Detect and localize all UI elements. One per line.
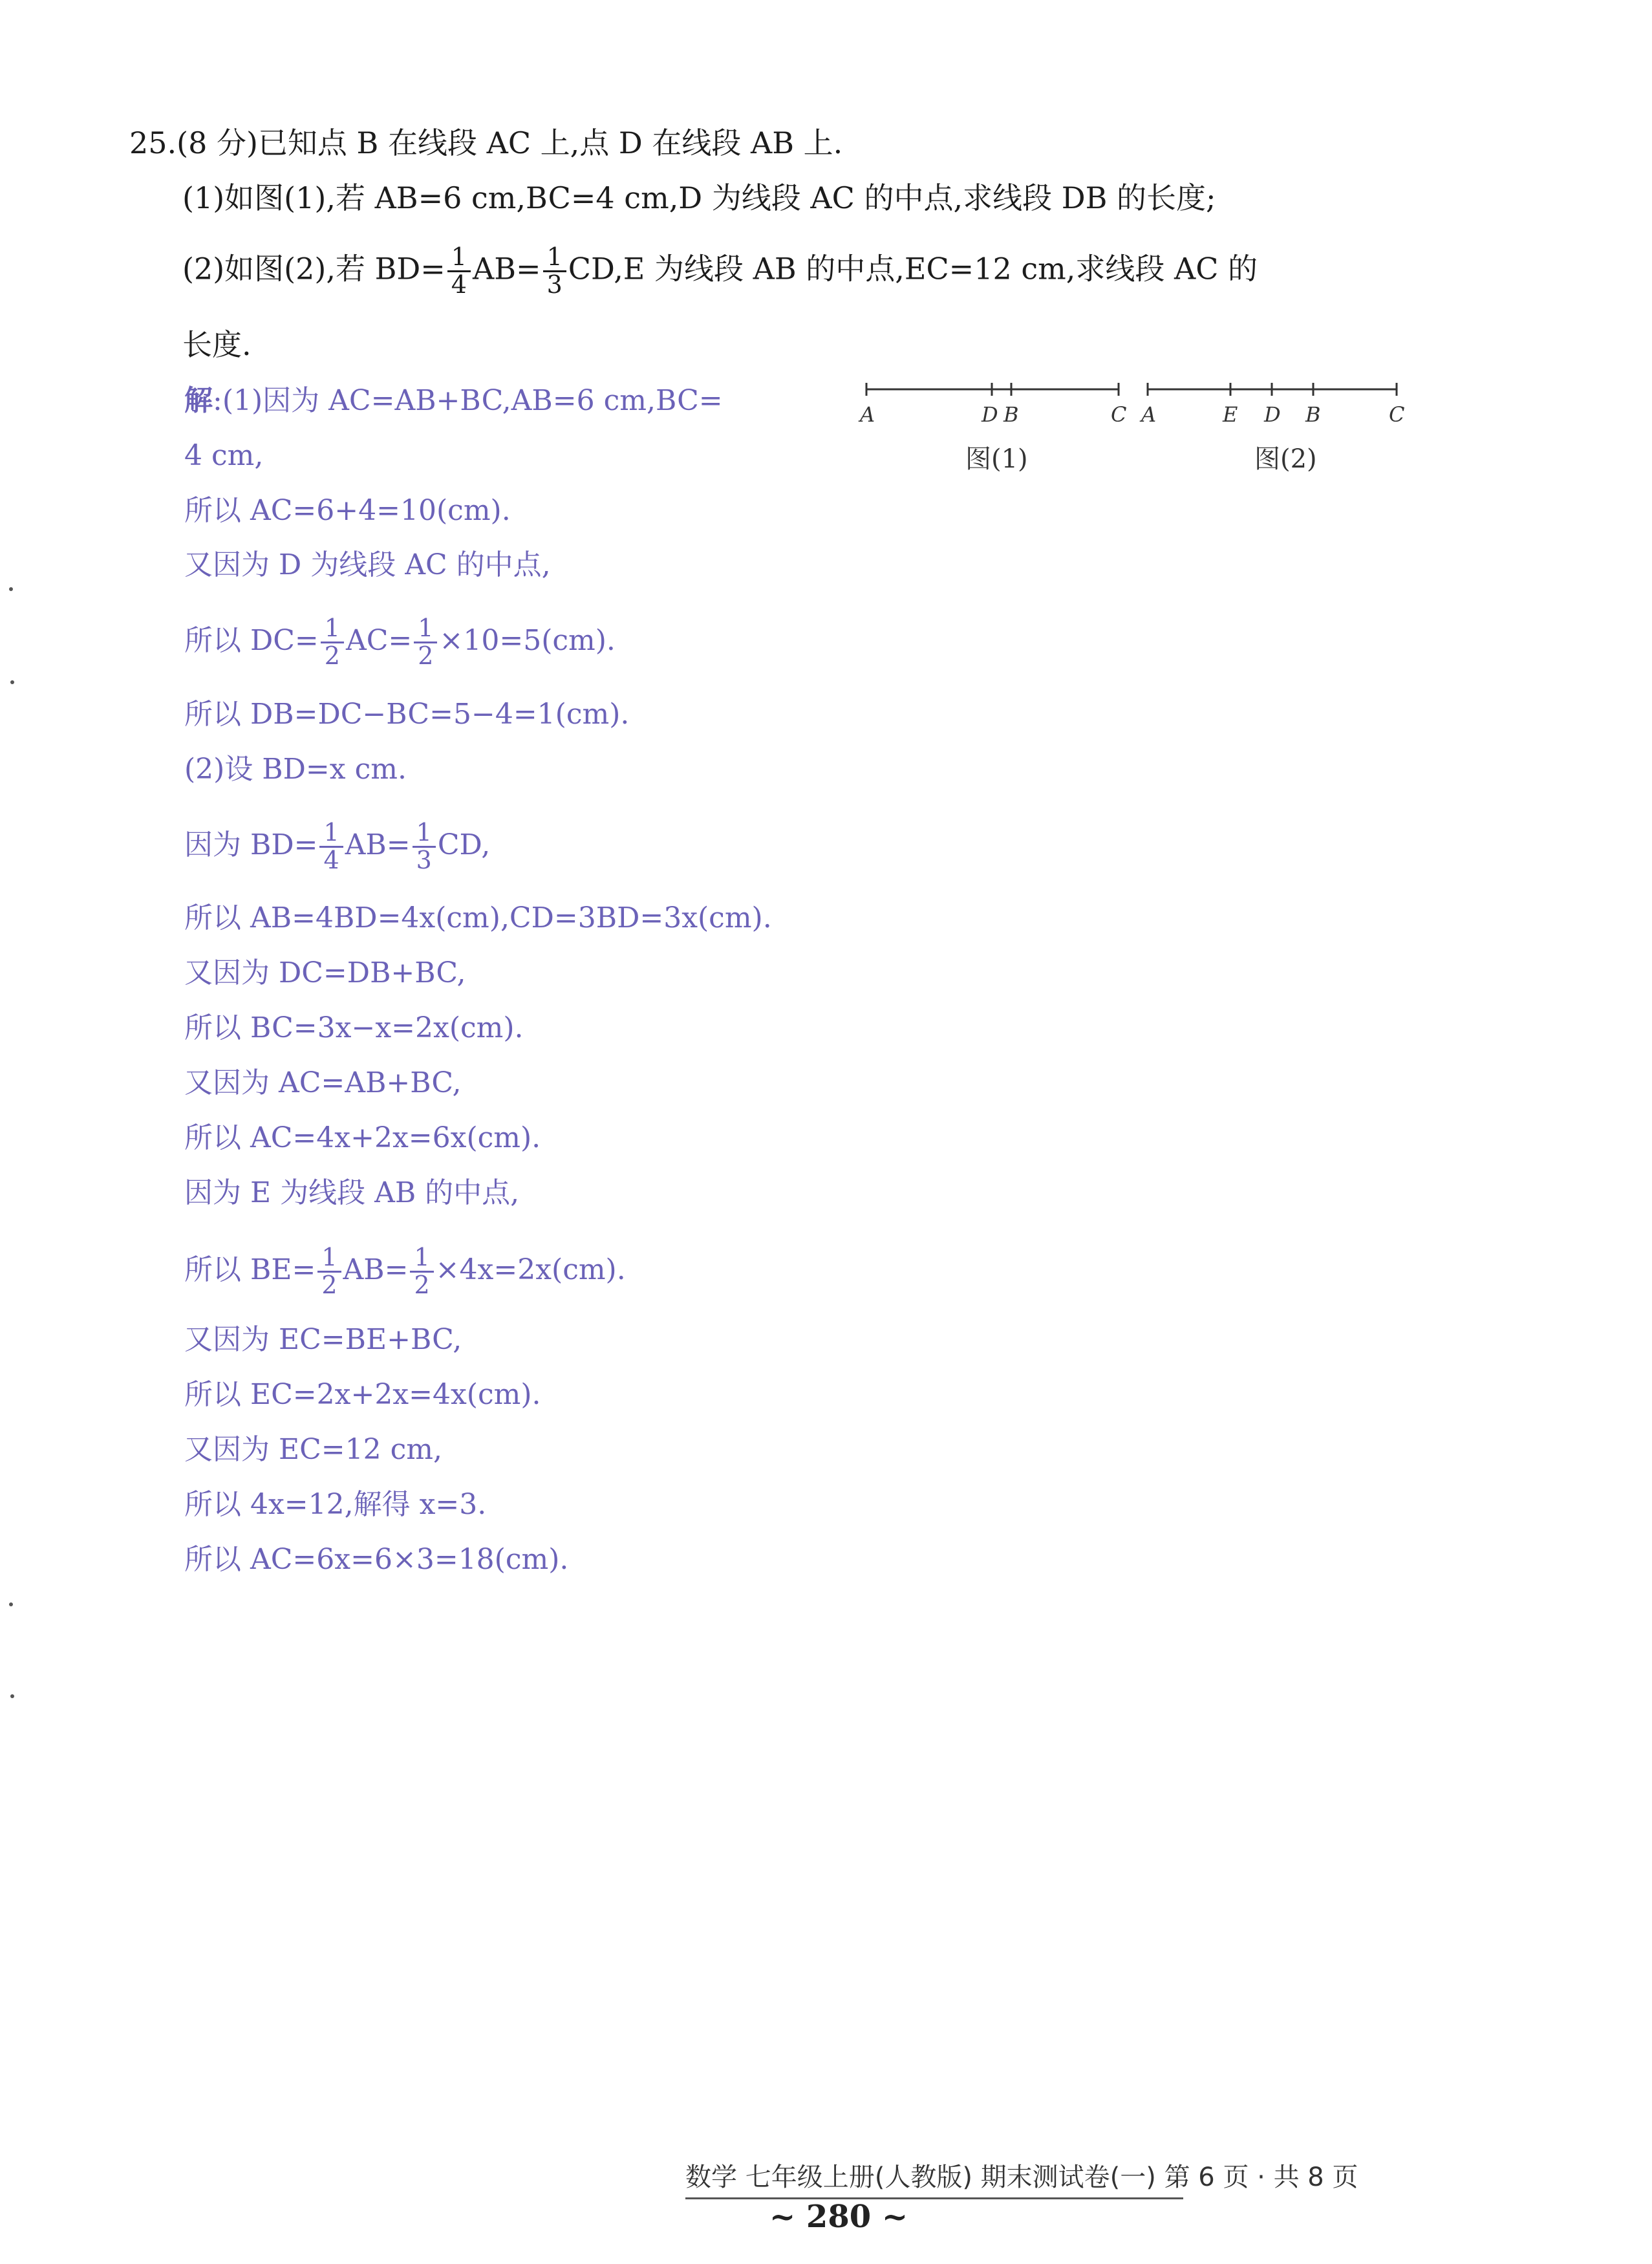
solution-line-4: 又因为 D 为线段 AC 的中点,	[184, 548, 551, 581]
label-c: C	[1389, 402, 1405, 427]
solution-line-5-text-c: ×10=5(cm).	[439, 623, 616, 657]
fraction-denominator: 2	[324, 641, 340, 670]
label-d: D	[982, 402, 998, 427]
fraction-one-half	[321, 616, 344, 669]
fraction-denominator: 4	[323, 845, 339, 874]
solution-line-12: 又因为 AC=AB+BC,	[184, 1066, 462, 1099]
question-part2-text-b: AB=	[472, 251, 541, 286]
fraction-denominator: 4	[451, 270, 467, 299]
figure-2-caption: 图(2)	[1254, 444, 1317, 474]
fraction-numerator: 1	[543, 244, 566, 272]
scan-speck	[10, 680, 14, 684]
solution-line-1-text: :(1)因为 AC=AB+BC,AB=6 cm,BC=	[213, 384, 723, 417]
page-number: ~ 280 ~	[769, 2199, 908, 2235]
fraction-one-half	[317, 1245, 341, 1299]
solution-line-8-text-c: CD,	[437, 828, 491, 861]
solution-line-15-text-c: ×4x=2x(cm).	[435, 1253, 626, 1286]
solution-line-13: 所以 AC=4x+2x=6x(cm).	[184, 1121, 541, 1154]
label-d: D	[1264, 402, 1281, 427]
question-part2	[182, 244, 1258, 298]
solution-line-7: (2)设 BD=x cm.	[184, 753, 407, 786]
figure-2-segment	[1135, 375, 1419, 427]
label-a: A	[1141, 402, 1157, 427]
fraction-denominator: 2	[414, 1270, 430, 1299]
solution-label: 解	[184, 384, 213, 417]
solution-line-15	[184, 1245, 626, 1299]
solution-line-5	[184, 616, 616, 669]
solution-line-14: 因为 E 为线段 AB 的中点,	[184, 1176, 520, 1209]
fraction-numerator: 1	[319, 820, 343, 848]
scan-speck	[10, 1694, 14, 1698]
solution-line-17: 所以 EC=2x+2x=4x(cm).	[184, 1378, 541, 1411]
fraction-one-half	[410, 1245, 433, 1299]
solution-line-9: 所以 AB=4BD=4x(cm),CD=3BD=3x(cm).	[184, 901, 772, 934]
footer-title: 数学 七年级上册(人教版) 期末测试卷(一) 第 6 页 · 共 8 页	[685, 2157, 1183, 2199]
fraction-denominator: 2	[321, 1270, 338, 1299]
solution-line-15-text-b: AB=	[343, 1253, 409, 1286]
fraction-numerator: 1	[317, 1245, 341, 1273]
question-part2-continued: 长度.	[182, 327, 252, 362]
solution-line-5-text-b: AC=	[345, 623, 413, 657]
fraction-denominator: 3	[546, 270, 563, 299]
solution-line-8-text-b: AB=	[345, 828, 411, 861]
fraction-numerator: 1	[414, 616, 437, 643]
solution-line-8-text-a: 因为 BD=	[184, 828, 318, 861]
fraction-denominator: 3	[416, 845, 432, 874]
fraction-denominator: 2	[418, 641, 434, 670]
solution-line-16: 又因为 EC=BE+BC,	[184, 1323, 462, 1356]
question-part2-text-a: (2)如图(2),若 BD=	[182, 251, 445, 286]
question-part2-text-c: CD,E 为线段 AB 的中点,EC=12 cm,求线段 AC 的	[568, 251, 1258, 286]
fraction-one-quarter	[447, 244, 471, 298]
question-header: 25.(8 分)已知点 B 在线段 AC 上,点 D 在线段 AB 上.	[129, 125, 843, 160]
label-a: A	[860, 402, 875, 427]
scan-speck	[9, 1602, 13, 1606]
fraction-numerator: 1	[413, 820, 436, 848]
fraction-numerator: 1	[321, 616, 344, 643]
solution-line-15-text-a: 所以 BE=	[184, 1253, 316, 1286]
label-e: E	[1223, 402, 1238, 427]
solution-line-6: 所以 DB=DC−BC=5−4=1(cm).	[184, 698, 630, 731]
label-b: B	[1305, 402, 1321, 427]
label-b: B	[1003, 402, 1019, 427]
fraction-one-third	[413, 820, 436, 874]
solution-line-11: 所以 BC=3x−x=2x(cm).	[184, 1011, 524, 1044]
solution-line-2: 4 cm,	[184, 439, 264, 472]
solution-line-19: 所以 4x=12,解得 x=3.	[184, 1488, 487, 1521]
question-part1: (1)如图(1),若 AB=6 cm,BC=4 cm,D 为线段 AC 的中点,求线段 DB 的长度;	[182, 180, 1216, 215]
figure-1-segment	[853, 375, 1125, 427]
solution-line-3: 所以 AC=6+4=10(cm).	[184, 494, 511, 527]
solution-line-18: 又因为 EC=12 cm,	[184, 1433, 442, 1466]
label-c: C	[1111, 402, 1127, 427]
fraction-one-third	[543, 244, 566, 298]
solution-line-8	[184, 820, 490, 874]
solution-line-1	[184, 384, 723, 417]
solution-line-5-text-a: 所以 DC=	[184, 623, 319, 657]
solution-line-20: 所以 AC=6x=6×3=18(cm).	[184, 1543, 569, 1576]
fraction-numerator: 1	[410, 1245, 433, 1273]
figure-1-caption: 图(1)	[965, 444, 1028, 474]
scan-speck	[9, 587, 13, 591]
fraction-one-half	[414, 616, 437, 669]
solution-line-10: 又因为 DC=DB+BC,	[184, 956, 466, 989]
fraction-one-quarter	[319, 820, 343, 874]
fraction-numerator: 1	[447, 244, 471, 272]
